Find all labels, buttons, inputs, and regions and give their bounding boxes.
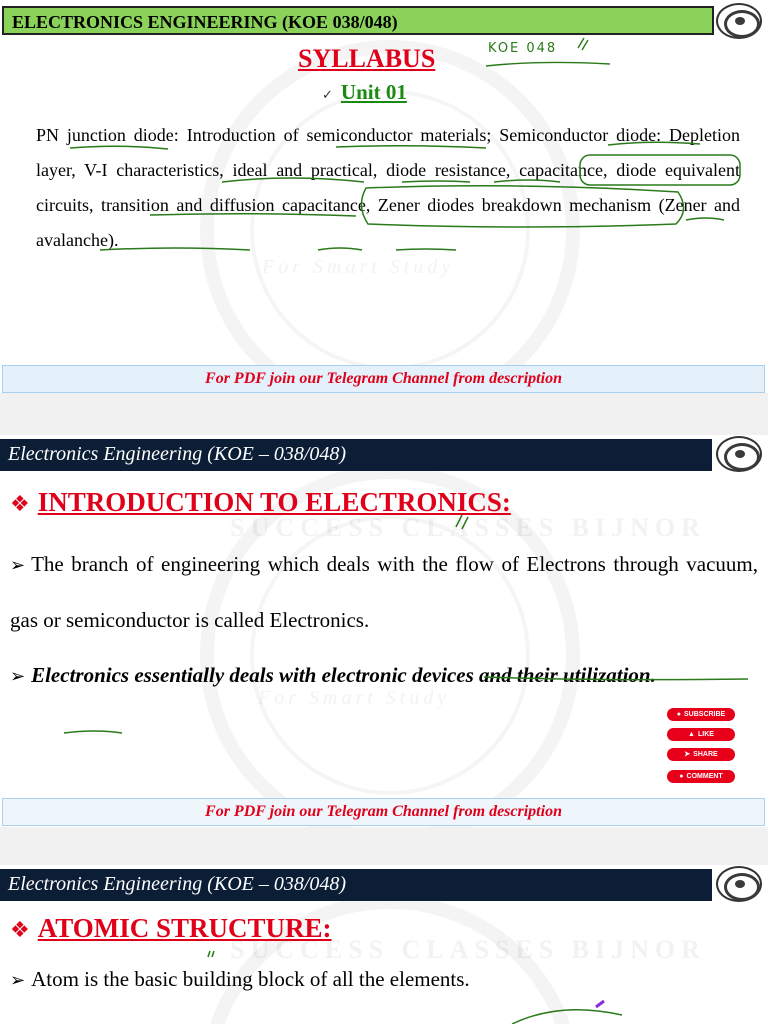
section-title: [10, 913, 332, 944]
logo-emblem-icon: [716, 436, 762, 472]
footer-text: For PDF join our Telegram Channel from description: [205, 370, 562, 387]
section-title: [10, 487, 511, 518]
header-bar: [2, 6, 714, 35]
bullet-1-text: The branch of engineering which deals with the flow of Electrons through vacuum, gas or semiconductor is called Electronics.: [10, 552, 758, 632]
watermark-brand: SUCCESS CLASSES BIJNOR: [230, 935, 706, 964]
page-title: SYLLABUS: [298, 44, 436, 73]
share-icon: ➤: [684, 751, 691, 758]
logo-emblem-icon: [716, 3, 762, 39]
header-title: Electronics Engineering (KOE – 038/048): [8, 873, 347, 895]
watermark-brand: SUCCESS CLASSES BIJNOR: [230, 513, 706, 542]
bullet-2-text: Electronics essentially deals with electronic devices and their utilization.: [31, 663, 656, 687]
slide-introduction: [0, 435, 768, 827]
syllabus-body: PN junction diode: Introduction of semiconductor materials; Semiconductor diode: Depletion layer, V-I characteristics, ideal and practical, diode resistance, capacitance, diode equivalent circuits, transition and diffusion capacitance, Zener diodes breakdown mechanism (Zener and avalanche).: [36, 125, 740, 250]
logo-emblem-icon: [716, 866, 762, 902]
arrow-bullet-icon: ➢: [10, 970, 26, 991]
subscribe-bell-icon: ●: [676, 711, 681, 718]
diamond-bullet-icon: ❖: [10, 492, 30, 517]
bullet-1-text: Atom is the basic building block of all the elements.: [31, 967, 470, 991]
watermark-tagline: For Smart Study: [258, 687, 451, 709]
bullet-1: [10, 967, 470, 992]
share-button[interactable]: ➤ SHARE: [667, 748, 735, 761]
diamond-bullet-icon: ❖: [10, 918, 30, 943]
header-bar: [0, 439, 712, 471]
slide-syllabus: [0, 0, 768, 393]
handwritten-note-text: KOE 048: [488, 41, 558, 56]
handwritten-note: [482, 34, 622, 74]
arrow-bullet-icon: ➢: [10, 555, 26, 576]
slide-atomic-structure: [0, 865, 768, 1024]
arrow-bullet-icon: ➢: [10, 666, 26, 687]
footer-banner: [2, 798, 765, 826]
comment-button[interactable]: ● COMMENT: [667, 770, 735, 783]
unit-subtitle-text: Unit 01: [340, 80, 407, 104]
section-title-text: INTRODUCTION TO ELECTRONICS:: [37, 487, 511, 517]
unit-subtitle: [322, 80, 407, 105]
header-title: Electronics Engineering (KOE – 038/048): [8, 443, 347, 465]
like-button[interactable]: ▲ LIKE: [667, 728, 735, 741]
footer-text: For PDF join our Telegram Channel from description: [205, 803, 562, 820]
check-mark-icon: ✓: [322, 88, 333, 103]
footer-banner: [2, 365, 765, 393]
like-thumb-icon: ▲: [688, 731, 695, 738]
bullet-1: [10, 537, 758, 648]
section-title-text: ATOMIC STRUCTURE:: [37, 913, 332, 943]
watermark-tagline: For Smart Study: [262, 256, 455, 278]
header-bar: [0, 869, 712, 901]
comment-icon: ●: [679, 773, 684, 780]
bullet-2: [10, 648, 758, 704]
subscribe-button[interactable]: ● SUBSCRIBE: [667, 708, 735, 721]
header-title: ELECTRONICS ENGINEERING (KOE 038/048): [12, 12, 398, 32]
